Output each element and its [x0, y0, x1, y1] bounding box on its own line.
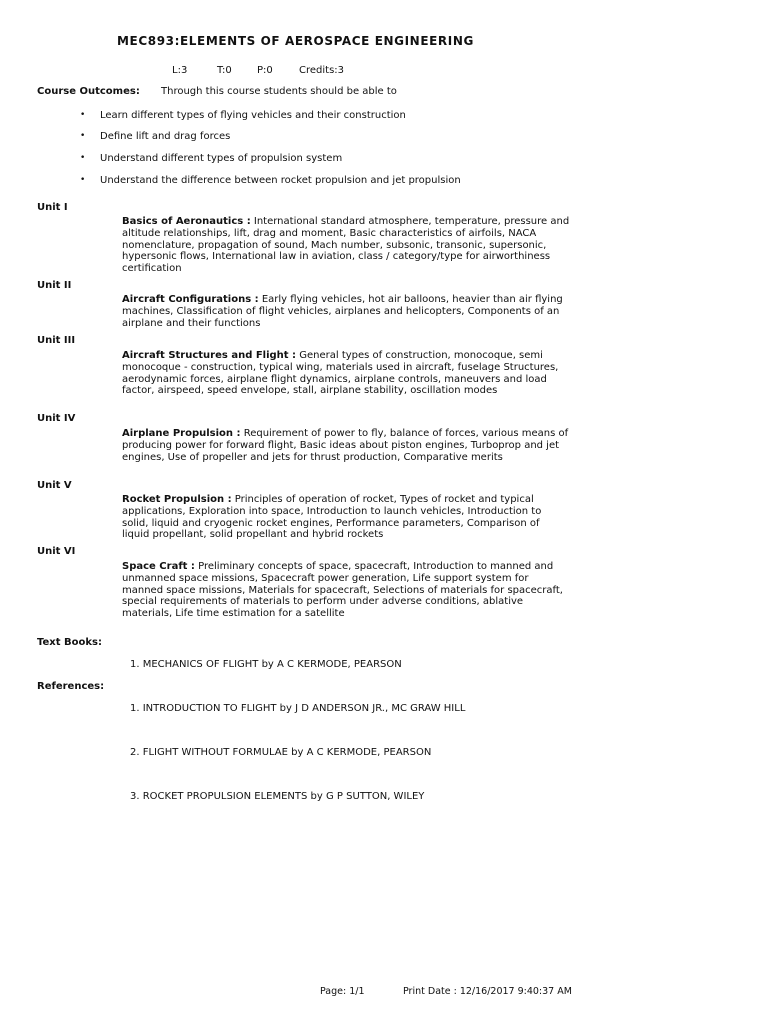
text-books-label: Text Books: — [37, 637, 102, 648]
tutorial-hours: T:0 — [217, 65, 232, 76]
unit-label: Unit I — [37, 202, 68, 213]
unit-description — [122, 428, 570, 463]
document-title: MEC893:ELEMENTS OF AEROSPACE ENGINEERING — [117, 34, 474, 48]
unit-description — [122, 561, 570, 620]
outcome-item: Understand the difference between rocket propulsion and jet propulsion — [100, 175, 461, 186]
unit-label: Unit III — [37, 335, 76, 346]
unit-description — [122, 494, 570, 541]
text-book-item: 1. MECHANICS OF FLIGHT by A C KERMODE, PEARSON — [130, 659, 402, 670]
unit-topic: Rocket Propulsion : — [122, 494, 232, 505]
unit-topic: Space Craft : — [122, 561, 195, 572]
unit-description — [122, 350, 570, 397]
bullet-icon: • — [80, 175, 86, 185]
unit-label: Unit V — [37, 480, 72, 491]
unit-text: Principles of operation of rocket, Types of rocket and typical applications, Exploration into space, Introduction to launch vehicles, Introduction to solid, liquid and cryogenic rocket engines, Performance parameters, Comparison of liquid propellant, solid propellant and hybrid rockets — [122, 494, 542, 541]
unit-description — [122, 216, 570, 275]
reference-item: 1. INTRODUCTION TO FLIGHT by J D ANDERSON JR., MC GRAW HILL — [130, 703, 466, 714]
bullet-icon: • — [80, 153, 86, 163]
unit-topic: Aircraft Configurations : — [122, 294, 259, 305]
unit-label: Unit VI — [37, 546, 76, 557]
outcome-item: Understand different types of propulsion system — [100, 153, 343, 164]
unit-label: Unit IV — [37, 413, 76, 424]
unit-text: Early flying vehicles, hot air balloons, heavier than air flying machines, Classification of flight vehicles, airplanes and helicopters, Components of an airplane and their functions — [122, 294, 563, 329]
course-outcomes-label: Course Outcomes: — [37, 86, 140, 97]
unit-topic: Basics of Aeronautics : — [122, 216, 251, 227]
unit-label: Unit II — [37, 280, 72, 291]
reference-item: 2. FLIGHT WITHOUT FORMULAE by A C KERMODE, PEARSON — [130, 747, 432, 758]
unit-text: Preliminary concepts of space, spacecraft, Introduction to manned and unmanned space missions, Spacecraft power generation, Life support system for manned space missions, Materials for spacecraft, Selections of materials for spacecraft, special requirements of materials to perform under adverse conditions, ablative materials, Life time estimation for a satellite — [122, 561, 563, 620]
unit-description — [122, 294, 570, 329]
unit-topic: Airplane Propulsion : — [122, 428, 241, 439]
unit-text: General types of construction, monocoque, semi monocoque - construction, typical wing, materials used in aircraft, fuselage Structures, aerodynamic forces, airplane flight dynamics, airplane controls, maneuvers and load factor, airspeed, speed envelope, stall, airplane stability, oscillation modes — [122, 350, 559, 397]
page-number: Page: 1/1 — [320, 986, 365, 997]
course-outcomes-intro: Through this course students should be able to — [161, 86, 397, 97]
practical-hours: P:0 — [257, 65, 273, 76]
unit-topic: Aircraft Structures and Flight : — [122, 350, 297, 361]
bullet-icon: • — [80, 110, 86, 120]
unit-text: International standard atmosphere, temperature, pressure and altitude relationships, lift, drag and moment, Basic characteristics of airfoils, NACA nomenclature, propagation of sound, Mach number, subsonic, transonic, supersonic, hypersonic flows, International law in aviation, class / category/type for airworthiness certification — [122, 216, 570, 275]
bullet-icon: • — [80, 131, 86, 141]
reference-item: 3. ROCKET PROPULSION ELEMENTS by G P SUTTON, WILEY — [130, 791, 425, 802]
print-date: Print Date : 12/16/2017 9:40:37 AM — [403, 986, 572, 997]
credits: Credits:3 — [299, 65, 345, 76]
outcome-item: Define lift and drag forces — [100, 131, 231, 142]
lecture-hours: L:3 — [172, 65, 188, 76]
references-label: References: — [37, 681, 105, 692]
unit-text: Requirement of power to fly, balance of forces, various means of producing power for forward flight, Basic ideas about piston engines, Turboprop and jet engines, Use of propeller and jets for thrust production, Comparative merits — [122, 428, 569, 463]
outcome-item: Learn different types of flying vehicles and their construction — [100, 110, 406, 121]
